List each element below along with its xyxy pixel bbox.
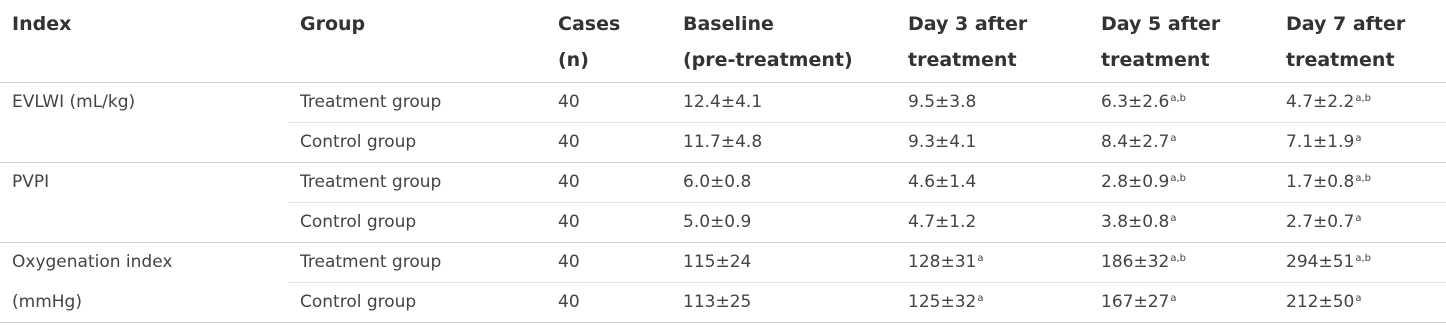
value-cell — [1274, 163, 1446, 203]
index-label: PVPI — [12, 172, 50, 192]
table-row — [0, 283, 1446, 323]
header-row — [0, 0, 1446, 83]
value-text: 128±31 — [908, 252, 977, 272]
value-cell — [896, 203, 1089, 243]
cases-cell: 40 — [546, 163, 671, 203]
value-cell — [1089, 83, 1274, 123]
significance-marker: a — [1170, 213, 1177, 224]
index-cell — [0, 243, 288, 283]
header-cases: Cases (n) — [546, 0, 671, 83]
value-cell — [896, 163, 1089, 203]
cases-cell: 40 — [546, 123, 671, 163]
group-cell: Control group — [288, 283, 546, 323]
significance-marker: a,b — [1170, 253, 1186, 264]
value-text: 1.7±0.8 — [1286, 172, 1355, 192]
significance-marker: a,b — [1355, 253, 1371, 264]
value-text: 7.1±1.9 — [1286, 132, 1355, 152]
group-cell: Control group — [288, 203, 546, 243]
value-text: 167±27 — [1101, 292, 1170, 312]
value-cell — [1274, 283, 1446, 323]
value-cell — [896, 123, 1089, 163]
index-cell — [0, 83, 288, 123]
value-text: 4.7±2.2 — [1286, 92, 1355, 112]
value-text: 294±51 — [1286, 252, 1355, 272]
value-text: 212±50 — [1286, 292, 1355, 312]
significance-marker: a — [1355, 293, 1362, 304]
value-cell — [671, 283, 896, 323]
table-row — [0, 203, 1446, 243]
header-baseline: Baseline (pre-treatment) — [671, 0, 896, 83]
cases-cell: 40 — [546, 203, 671, 243]
value-text: 113±25 — [683, 292, 752, 312]
table-header — [0, 0, 1446, 83]
value-cell — [1274, 203, 1446, 243]
significance-marker: a — [1170, 293, 1177, 304]
value-text: 9.5±3.8 — [908, 92, 977, 112]
cases-cell: 40 — [546, 243, 671, 283]
header-group: Group — [288, 0, 546, 83]
table-row — [0, 123, 1446, 163]
significance-marker: a — [977, 293, 984, 304]
cases-cell: 40 — [546, 83, 671, 123]
significance-marker: a,b — [1355, 173, 1371, 184]
value-text: 4.6±1.4 — [908, 172, 977, 192]
significance-marker: a — [977, 253, 984, 264]
value-cell — [1089, 203, 1274, 243]
significance-marker: a,b — [1170, 173, 1186, 184]
value-text: 2.8±0.9 — [1101, 172, 1170, 192]
value-text: 9.3±4.1 — [908, 132, 977, 152]
group-cell: Treatment group — [288, 163, 546, 203]
table-row — [0, 163, 1446, 203]
index-cell — [0, 283, 288, 323]
value-text: 115±24 — [683, 252, 752, 272]
value-text: 125±32 — [908, 292, 977, 312]
value-text: 186±32 — [1101, 252, 1170, 272]
significance-marker: a — [1355, 133, 1362, 144]
index-cell — [0, 203, 288, 243]
index-cell — [0, 163, 288, 203]
value-text: 12.4±4.1 — [683, 92, 763, 112]
table-row — [0, 243, 1446, 283]
index-cell — [0, 123, 288, 163]
value-cell — [1274, 243, 1446, 283]
value-text: 11.7±4.8 — [683, 132, 763, 152]
value-cell — [671, 83, 896, 123]
cases-cell: 40 — [546, 283, 671, 323]
value-text: 6.0±0.8 — [683, 172, 752, 192]
index-label: Oxygenation index — [12, 252, 173, 272]
value-cell — [671, 163, 896, 203]
table-body — [0, 83, 1446, 323]
value-cell — [896, 83, 1089, 123]
value-cell — [896, 243, 1089, 283]
value-text: 3.8±0.8 — [1101, 212, 1170, 232]
value-text: 5.0±0.9 — [683, 212, 752, 232]
significance-marker: a,b — [1170, 93, 1186, 104]
value-text: 4.7±1.2 — [908, 212, 977, 232]
value-cell — [1089, 163, 1274, 203]
value-text: 8.4±2.7 — [1101, 132, 1170, 152]
header-day3: Day 3 after treatment — [896, 0, 1089, 83]
significance-marker: a — [1355, 213, 1362, 224]
group-cell: Treatment group — [288, 243, 546, 283]
value-cell — [671, 203, 896, 243]
header-day5: Day 5 after treatment — [1089, 0, 1274, 83]
header-index: Index — [0, 0, 288, 83]
table-row — [0, 83, 1446, 123]
value-text: 6.3±2.6 — [1101, 92, 1170, 112]
value-cell — [896, 283, 1089, 323]
value-cell — [1274, 83, 1446, 123]
value-cell — [671, 123, 896, 163]
group-cell: Control group — [288, 123, 546, 163]
index-label: (mmHg) — [12, 291, 82, 312]
value-cell — [1274, 123, 1446, 163]
value-cell — [1089, 283, 1274, 323]
group-cell: Treatment group — [288, 83, 546, 123]
index-label: EVLWI (mL/kg) — [12, 92, 136, 112]
header-day7: Day 7 after treatment — [1274, 0, 1446, 83]
value-cell — [671, 243, 896, 283]
value-cell — [1089, 243, 1274, 283]
significance-marker: a — [1170, 133, 1177, 144]
value-cell — [1089, 123, 1274, 163]
significance-marker: a,b — [1355, 93, 1371, 104]
value-text: 2.7±0.7 — [1286, 212, 1355, 232]
